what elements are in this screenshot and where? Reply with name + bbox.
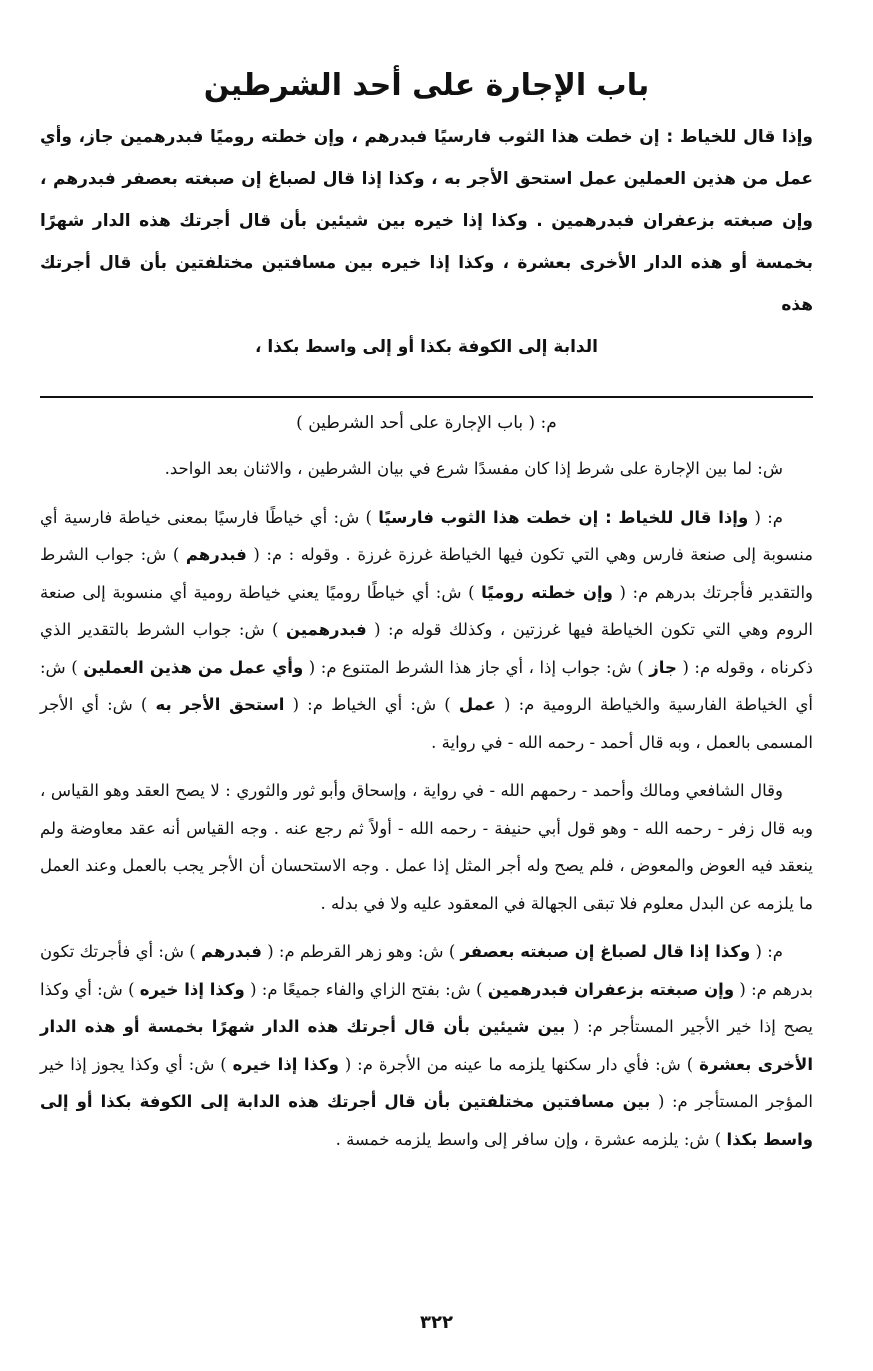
commentary-text: ) ش: أي الخياط م: (	[292, 695, 451, 714]
matn-quote: بين مسافتين مختلفتين بأن قال أجرتك هذه الدابة إلى الكوفة بكذا أو إلى واسط بكذا	[40, 1092, 813, 1149]
commentary-text: ) ش: أي الأجر المسمى بالعمل ، وبه قال أحمد - رحمه الله - في رواية .	[40, 695, 813, 752]
commentary-text: ) ش: أي خياطًا فارسيًا بمعنى خياطة فارسية أي منسوبة إلى صنعة فارس وهي التي تكون فيها الخياطة غرزة غرزة . وقوله : م: (	[40, 507, 813, 564]
separator-line	[40, 396, 813, 398]
matn-quote: فبدرهم	[185, 545, 247, 564]
matn-quote: وإن صبغته بزعفران فبدرهمين	[487, 979, 735, 999]
commentary	[40, 450, 813, 1158]
commentary-paragraph-3: وقال الشافعي ومالك وأحمد - رحمهم الله - في رواية ، وإسحاق وأبو ثور والثوري : لا يصح العقد وهو القياس ، وبه قال زفر - رحمه الله - وهو قول أبي حنيفة - رحمه الله - أولاً ثم رجع عنه . وجه القياس أنه عقد معاوضة ولم ينعقد فيه العوض والمعوض ، فلم يصح وله أجر المثل إذا عمل . وجه الاستحسان أن الأجر يجب بالعمل وعند العمل ما يلزمه عن البدل معلوم فلا تبقى الجهالة في المعقود عليه ولا في بدله .	[40, 781, 813, 913]
chapter-title: باب الإجارة على أحد الشرطين	[203, 68, 650, 103]
matn-quote: وكذا إذا قال لصباغ إن صبغته بعصفر	[460, 942, 751, 961]
matn-quote: فبدرهم	[201, 942, 262, 961]
commentary-text: ) ش: فأي دار سكنها يلزمه ما عينه من الأجرة م: (	[344, 1054, 694, 1074]
matn-quote: بين شيئين بأن قال أجرتك هذه الدار شهرًا بخمسة أو هذه الدار الأخرى بعشرة	[40, 1017, 813, 1074]
commentary-text: م: (	[754, 507, 784, 527]
matn-quote: استحق الأجر به	[155, 695, 285, 714]
matn-quote: وأي عمل من هذين العملين	[83, 657, 304, 677]
matn-quote: فبدرهمين	[285, 620, 367, 639]
commentary-paragraph-1: ش: لما بين الإجارة على شرط إذا كان مفسدًا شرع في بيان الشرطين ، والاثنان بعد الواحد.	[164, 459, 783, 478]
matn-body: وإذا قال للخياط : إن خطت هذا الثوب فارسيًا فبدرهم ، وإن خطته روميًا فبدرهمين جاز، وأي عمل من هذين العملين عمل استحق الأجر به ، وكذا إذا قال لصباغ إن صبغته بعصفر فبدرهم ، وإن صبغته بزعفران فبدرهمين . وكذا إذا خيره بين شيئين بأن قال أجرتك هذه الدار شهرًا بخمسة أو هذه الدار الأخرى بعشرة ، وكذا إذا خيره بين مسافتين مختلفتين بأن قال أجرتك هذه	[40, 127, 813, 315]
commentary-text: ) ش: وهو زهر القرطم م: (	[267, 942, 456, 961]
page-number: ٣٢٢	[420, 1312, 453, 1333]
matn-quote: عمل	[458, 695, 496, 714]
matn-quote: وكذا إذا خيره	[139, 979, 245, 999]
commentary-text: ) ش: أي وكذا يجوز إذا خير المؤجر المستأجر م: (	[40, 1054, 814, 1111]
commentary-text: ) ش: بفتح الزاي والفاء جميعًا م: (	[250, 979, 483, 999]
commentary-text: ) ش: أي الخياطة الفارسية والخياطة الرومية م: (	[40, 657, 813, 714]
commentary-text: م: (	[755, 942, 783, 961]
commentary-paragraph-4	[40, 933, 813, 1158]
matn-quote: جاز	[649, 657, 677, 677]
matn-quote: وكذا إذا خيره	[232, 1054, 339, 1074]
commentary-text: ) ش: أي خياطًا روميًا يعني خياطة رومية أي منسوبة إلى صنعة الروم وهي التي تكون الخياطة فيها غرزتين ، وكذلك قوله م: (	[40, 582, 813, 639]
commentary-text: ) ش: جواب الشرط والتقدير فأجرتك بدرهم م: (	[40, 545, 814, 602]
commentary-text: ) ش: جواب إذا ، أي جاز هذا الشرط المتنوع م: (	[308, 657, 644, 677]
matn-text	[40, 116, 813, 368]
commentary-text: ) ش: يلزمه عشرة ، وإن سافر إلى واسط يلزمه خمسة .	[335, 1129, 722, 1149]
commentary-paragraph-2	[40, 499, 813, 762]
commentary-text: ) ش: أي وكذا يصح إذا خير الأجير المستأجر م: (	[40, 979, 813, 1036]
commentary-text: ) ش: جواب الشرط بالتقدير الذي ذكرناه ، وقوله م: (	[40, 620, 814, 677]
commentary-text: ) ش: أي فأجرتك تكون بدرهم م: (	[40, 942, 814, 999]
matn-quote: وإذا قال للخياط : إن خطت هذا الثوب فارسيًا	[378, 507, 749, 527]
matn-quote: وإن خطته روميًا	[481, 582, 613, 602]
sharh-chapter-heading: م: ( باب الإجارة على أحد الشرطين )	[296, 413, 557, 433]
matn-last-line: الدابة إلى الكوفة بكذا أو إلى واسط بكذا ،	[255, 337, 598, 357]
